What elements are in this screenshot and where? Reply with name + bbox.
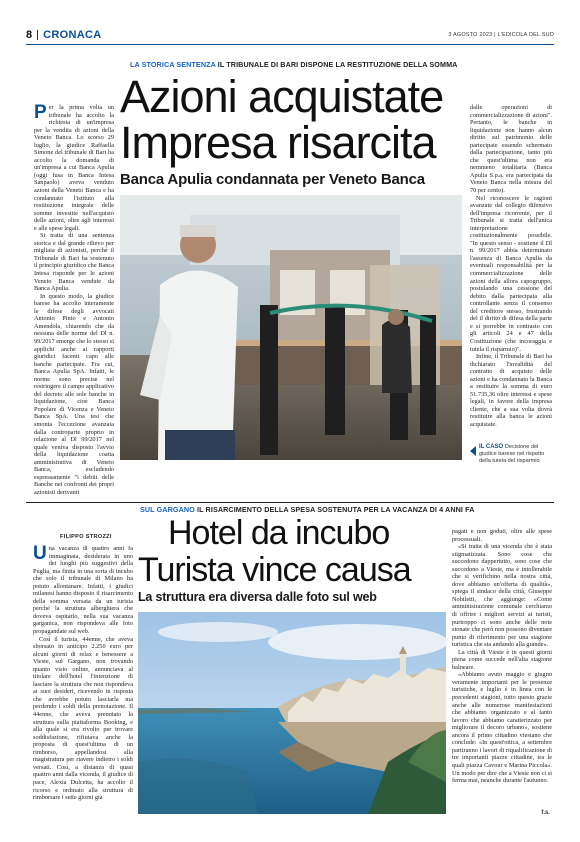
article1-paragraph: dalle operazioni di commercializzazione di azioni". Pertanto, le banche in liquidazione non hanno alcun diritto sul patrimonio delle partecipate essendo schermato dalla partecipazione, tanto più che quest'ultima non era nemmeno totalitaria (Banca Apulia S.p.a. era partecipata da Veneto Banca nella misura del 70 per cento). (470, 104, 552, 195)
article1-photo-bank-office (120, 195, 462, 460)
header-rule (26, 44, 554, 45)
article2-signature: f.s. (541, 810, 550, 816)
caption-text: Decisione del giudice barese nel rispetto della tutela del risparmio (479, 444, 545, 464)
article1-kicker (130, 60, 457, 69)
header-separator (37, 30, 38, 40)
article2-kicker (140, 505, 475, 514)
article2-paragraph: «Si tratta di una vicenda che è stata stigmatizzata. Sono cose che succedono dappertutto, sono cose che succedono a Vieste, ma è intollerabile che si verifichino nella nostra città, dove abbiamo un'offerta di qualità», spiega il sindaco della città, Giuseppe Nobiletti, che aggiunge: «Come amministrazione comunale cerchiamo di offrire i migliori servizi ai turisti, purtroppo ci sono anche delle note stonate che però non possono diventare punto di riferimento per una stagione turistica che sta andando alla grande». (452, 543, 552, 649)
article2-headline-line2: Turista vince causa (138, 551, 411, 589)
article1-kicker-rest: IL TRIBUNALE DI BARI DISPONE LA RESTITUZIONE DELLA SOMMA (217, 60, 458, 69)
article1-paragraph: Nel riconoscere le ragioni avanzate dal collegio difensivo dell'impresa ricorrente, per il Tribunale si tratta dell'unica interpretazione costituzionalmente possibile. "In questo senso - sostiene il Dl n. 99/2017 abbia determinato l'assenza di Banca Apulia da eventuali responsabilità per la commercializzazione delle azioni della allora capogruppo, postulando una cessione del debito dalla partecipata alla controllante senza il consenso del creditore stesso, frustrando del il diritto di difesa della parte e si porrebbe in contrasto con gli articoli 24 e 47 della Costituzione (che incoraggia e tutela il risparmio)". (470, 194, 552, 353)
article2-kicker-rest: IL RISARCIMENTO DELLA SPESA SOSTENUTA PER LA VACANZA DI 4 ANNI FA (197, 505, 475, 514)
article2-dropcap: U (33, 543, 47, 564)
vieste-coast-illustration (138, 612, 446, 814)
page-number: 8 (26, 29, 33, 41)
article2-paragraph: pagati e non goduti, oltre alle spese processuali. (452, 528, 552, 543)
article1-paragraph: In questo modo, la giudice barese ha accolto interamente le difese degli avvocati Antonio Pinto e Antonio Amendola, chiarendo che da nessuna delle norme del Dl n. 99/2017 emerge che lo stesso si applichi anche ai rapporti giuridici facenti capo alle banche partecipate. Fra cui, Banca Apulia SpA. Infatti, le norme sono precise nel restringere il campo applicativo del decreto alle sole banche in liquidazione, cioè Banca Popolare di Vicenza e Veneto Banca SpA. Una tesi che smonta l'eccezione avanzata dalla controparte proprio in relazione al Dl 99/2017 nel quale veniva disposto l'avvio della liquidazione coatta amministrativa di Veneto Banca, escludendo espressamente "i debiti delle Banche nei confronti dei propri azionisti derivanti (34, 292, 114, 496)
article2-paragraph: La città di Vieste è in questi giorni piena come succede nell'alta stagione balneare. (452, 648, 552, 671)
article2-headline-line1: Hotel da incubo (168, 514, 390, 552)
article2-column-2 (452, 528, 552, 810)
article2-paragraph: Così il turista, 44enne, che aveva sborsato in anticipo 2.250 euro per alcuni giorni di relax e benessere a Vieste, sul Gargano, non trovando quanto visto online, annunciava al titolare dell'hotel l'intenzione di lasciare la struttura che non rispondeva ai suoi desideri, ricevendo in risposta che avrebbe potuto lasciarla ma perdendo i soldi della prenotazione. Il 44enne, che aveva prenotato la struttura sulla piattaforma Booking, e alla quale si era rivolto per trovare soddisfazione, rifiutava anche la proposta di quest'ultima di un rimborso, appellandosi alla magistratura per riavere indietro i soldi versati. Così, a distanza di quasi quattro anni dalla vicenda, il giudice di pace, Alexia Dulcetta, ha accolto il ricorso e ordinato alla struttura di rimborsare i sette giorni già (33, 635, 133, 802)
article1-paragraph: Infine, il Tribunale di Bari ha dichiarato l'invalidità del contratto di acquisto delle azioni e ha condannato la Banca a restituire la somma di euro 51.735,36 oltre interessi e spese legali, in favore della impresa cliente, che a sua volta dovrà restituire alla banca le azioni acquistate. (470, 353, 552, 428)
article1-paragraph: Si tratta di una sentenza storica e dal grande rilievo per migliaia di azionisti, perché il Tribunale di Bari ha sostenuto il principio giuridico che Banca Intesa risponde per le azioni Veneto Banca vendute da Banca Apulia. (34, 232, 114, 293)
article1-column-2 (470, 104, 552, 436)
article1-column-1 (34, 102, 114, 496)
article1-headline-line2: Impresa risarcita (120, 117, 436, 168)
article1-caption (479, 444, 549, 465)
article-divider (26, 502, 554, 503)
article2-paragraph: na vacanza di quattro anni fa immaginata, desiderata in uno dei luoghi più suggestivi della Puglia, ma finita in una sorta di incubo che solo il tribunale di Milano ha potuto allontanare. Infatti, i giudici milanesi hanno disposto il risarcimento della somma versata da un turista perché la struttura alberghiera che doveva ospitarlo, nella sua vacanza garganica, non rispondeva alle foto propagandate sul web. (33, 545, 133, 636)
article1-subhead: Banca Apulia condannata per Veneto Banca (120, 171, 425, 188)
article2-photo-vieste-coast (138, 612, 446, 814)
page-header (26, 28, 554, 42)
date-and-paper: 3 AGOSTO 2023 | L'EDICOLA DEL SUD (448, 32, 554, 38)
article1-dropcap: P (34, 102, 47, 123)
article1-headline-line1: Azioni acquistate (120, 71, 444, 122)
article2-paragraph: «Abbiamo avuto maggio e giugno veramente importanti per le presenze turistiche, e luglio è in linea con le precedenti stagioni, tutto questo grazie anche alle numerose manifestazioni che abbiamo organizzato e al tanto lavoro che abbiamo caratterizzato per migliorare il decoro urbano», sostiene ancora il primo cittadino viestano che conclude: «In quest'ottica, a settembre partiranno i lavori di riqualificazione di tre importanti piazze cittadine, tra le quali piazza Cavour e Marina Piccola». Un modo per dire che a Vieste non ci si ferma mai, neanche durante l'autunno. (452, 671, 552, 785)
article2-kicker-accent: SUL GARGANO (140, 505, 195, 514)
section-title: CRONACA (43, 29, 102, 41)
article2-byline: FILIPPO STROZZI (60, 534, 112, 540)
article2-subhead: La struttura era diversa dalle foto sul web (138, 590, 377, 604)
caption-label: IL CASO (479, 444, 504, 450)
article1-paragraph: er la prima volta un tribunale ha accolto la richiesta di un'impresa per la vendita di azioni della Veneto Banca. Lo scorso 29 luglio, la giudice Raffaella Simone del tribunale di Bari ha accolto la domanda di un'impresa a cui Banca Apulia (oggi fusa in Banca Intesa Sanpaolo) aveva venduto azioni della Veneto Banca e ha condannato l'istituto alla restituzione integrale delle somme investite nell'acquisto delle azioni, oltre agli interessi e alle spese legali. (34, 104, 114, 232)
article1-kicker-accent: LA STORICA SENTENZA (130, 60, 216, 69)
caption-arrow-icon (470, 446, 476, 456)
article2-column-1 (33, 545, 133, 811)
bank-office-illustration (120, 195, 462, 460)
